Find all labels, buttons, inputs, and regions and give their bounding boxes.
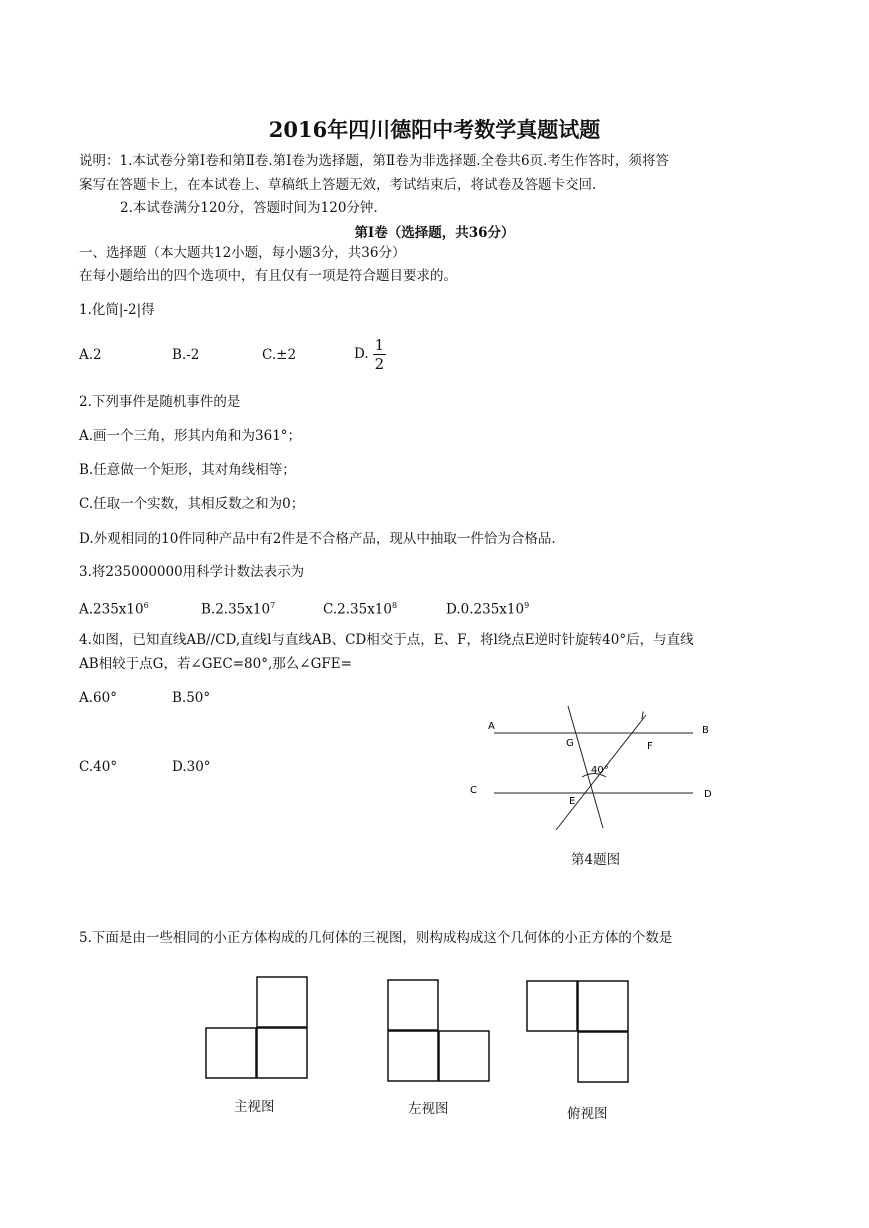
top-view-top-right-square [578, 981, 628, 1031]
q3-b-exponent: 7 [270, 601, 276, 610]
q3-stem: 3.将235000000用科学计数法表示为 [79, 564, 305, 580]
front-view [206, 977, 307, 1078]
q3-option-b [201, 596, 275, 620]
page-title: 2016年四川德阳中考数学真题试题 [268, 117, 601, 142]
q3-option-d [446, 596, 529, 620]
fraction-numerator: 1 [374, 336, 385, 354]
label-l: l [641, 711, 644, 722]
front-view-bottom-left-square [206, 1028, 256, 1078]
instruction-line-2: 案写在答题卡上，在本试卷上、草稿纸上答题无效，考试结束后，将试卷及答题卡交回. [79, 177, 597, 193]
left-view-top-square [388, 980, 438, 1030]
q2-option-c: C.任取一个实数，其相反数之和为0； [79, 496, 305, 512]
q5-stem: 5.下面是由一些相同的小正方体构成的几何体的三视图，则构成构成这个几何体的小正方体的个数是 [79, 930, 673, 946]
q4-stem-line-2: AB相较于点G，若∠GEC=80°,那么∠GFE= [79, 656, 352, 672]
q3-option-a [79, 596, 149, 620]
q4-option-c: C.40° [79, 759, 118, 775]
q4-stem-line-1: 4.如图，已知直线AB//CD,直线l与直线AB、CD相交于点，E、F，将l绕点E逆时针旋转40°后，与直线 [79, 632, 694, 648]
q2-stem: 2.下列事件是随机事件的是 [79, 394, 241, 410]
front-view-top-square [257, 977, 307, 1027]
top-view [527, 981, 628, 1082]
q1-option-d [354, 336, 386, 373]
q1-option-d-label: D. [354, 346, 369, 362]
q1-stem: 1.化简|-2|得 [79, 302, 155, 318]
q5-figures [200, 970, 640, 1090]
top-view-top-left-square [527, 981, 577, 1031]
q4-option-a: A.60° [79, 690, 117, 706]
q3-a-base: A.235x10 [79, 601, 144, 618]
top-view-caption: 俯视图 [567, 1106, 608, 1122]
q3-d-exponent: 9 [524, 601, 530, 610]
q3-b-base: B.2.35x10 [201, 601, 271, 618]
part-one-heading: 一、选择题（本大题共12小题，每小题3分，共36分） [79, 245, 406, 261]
section-title: 第Ⅰ卷（选择题，共36分） [354, 225, 515, 241]
q4-figure [460, 700, 730, 840]
q2-option-a: A.画一个三角，形其内角和为361°； [79, 428, 302, 444]
label-f: F [647, 741, 653, 752]
label-b: B [702, 725, 709, 736]
q4-option-d: D.30° [172, 759, 211, 775]
label-d: D [704, 789, 712, 800]
q1-option-b: B.-2 [172, 347, 200, 363]
q2-option-d: D.外观相同的10件同种产品中有2件是不合格产品，现从中抽取一件恰为合格品. [79, 531, 556, 547]
fraction-denominator: 2 [374, 355, 385, 373]
q2-option-b: B.任意做一个矩形，其对角线相等； [79, 462, 296, 478]
front-view-caption: 主视图 [234, 1099, 275, 1115]
left-view-bottom-left-square [388, 1031, 438, 1081]
label-g: G [566, 738, 574, 749]
label-angle: 40° [591, 765, 609, 776]
q3-c-base: C.2.35x10 [323, 601, 392, 618]
q3-a-exponent: 6 [143, 601, 149, 610]
q1-fraction [373, 336, 387, 373]
label-c: C [470, 785, 477, 796]
q3-option-c [323, 596, 397, 620]
left-view [388, 980, 489, 1081]
q1-option-c: C.±2 [262, 347, 297, 363]
label-a: A [488, 721, 495, 732]
q4-caption: 第4题图 [571, 852, 621, 868]
q3-d-base: D.0.235x10 [446, 601, 525, 618]
instruction-line-3: 2.本试卷满分120分，答题时间为120分钟. [120, 200, 378, 216]
top-view-bottom-square [578, 1032, 628, 1082]
label-e: E [569, 796, 576, 807]
instruction-line-1: 说明：1.本试卷分第Ⅰ卷和第Ⅱ卷.第Ⅰ卷为选择题，第Ⅱ卷为非选择题.全卷共6页.考生作答时，须将答 [79, 153, 669, 169]
left-view-bottom-right-square [439, 1031, 489, 1081]
part-one-intro: 在每小题给出的四个选项中，有且仅有一项是符合题目要求的。 [79, 268, 457, 284]
q1-option-a: A.2 [79, 347, 102, 363]
q3-c-exponent: 8 [392, 601, 398, 610]
front-view-bottom-right-square [257, 1028, 307, 1078]
left-view-caption: 左视图 [408, 1101, 449, 1117]
q4-option-b: B.50° [172, 690, 211, 706]
